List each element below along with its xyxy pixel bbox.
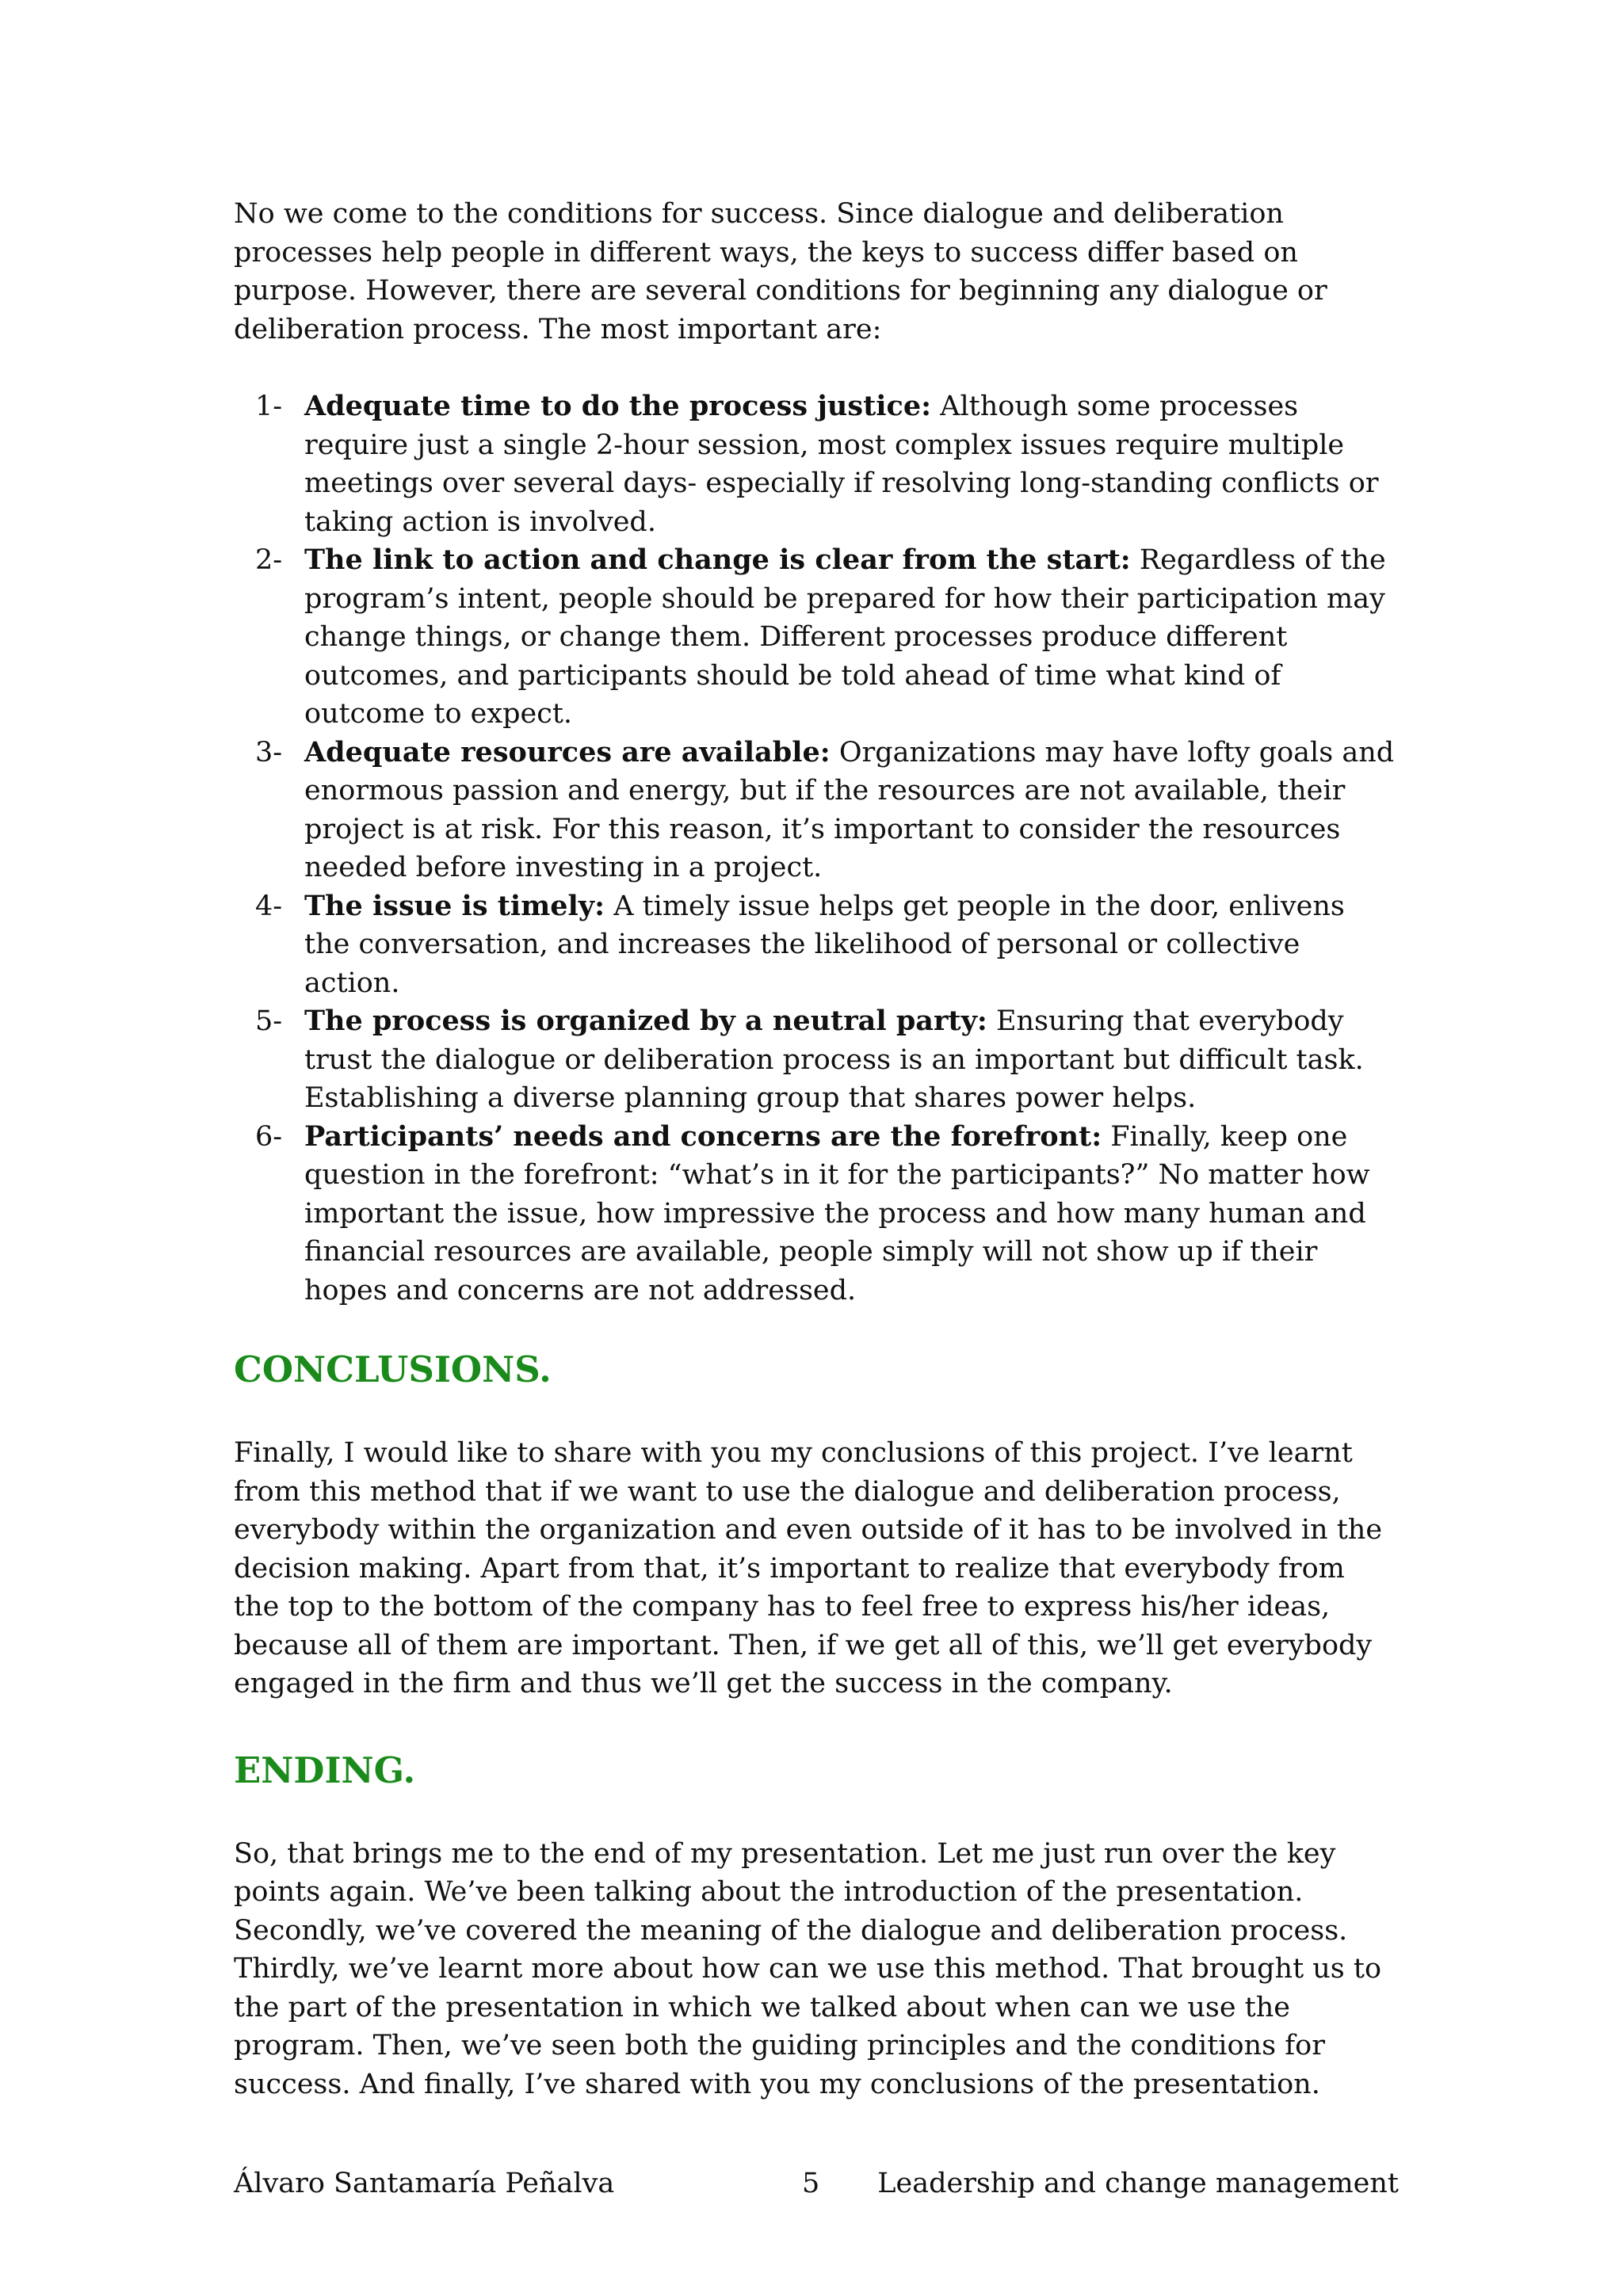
list-item-number: 5- <box>255 1005 283 1037</box>
list-item-title: The process is organized by a neutral party: <box>304 1005 987 1037</box>
list-item-text: Organizations may have lofty goals and enormous passion and energy, but if the resources are not available, their project is at risk. For this reason, it’s important to consider the resources needed before investing in a project. <box>304 736 1395 883</box>
list-item-number: 3- <box>255 736 283 769</box>
list-item-number: 1- <box>255 391 283 422</box>
list-item-text: Although some processes require just a single 2-hour session, most complex issues require multiple meetings over several days- especially if resolving long-standing conflicts or taking action is involved. <box>304 391 1379 538</box>
list-item-title: The link to action and change is clear from the start: <box>304 543 1131 576</box>
list-item-title: Participants’ needs and concerns are the forefront: <box>304 1119 1102 1153</box>
footer-course: Leadership and change management <box>877 2168 1399 2199</box>
list-item-text: A timely issue helps get people in the door, enlivens the conversation, and increases the likelihood of personal or collective action. <box>304 890 1345 999</box>
list-item-number: 4- <box>255 890 283 922</box>
conclusions-paragraph: Finally, I would like to share with you my conclusions of this project. I’ve learnt from this method that if we want to use the dialogue and deliberation process, everybody within the organization and even outside of it has to be involved in the decision making. Apart from that, it’s important to realize that everybody from the top to the bottom of the company has to feel free to express his/her ideas, because all of them are important. Then, if we get all of this, we’ll get everybody engaged in the firm and thus we’ll get the success in the company. <box>234 1437 1383 1699</box>
list-item-number: 2- <box>255 544 283 576</box>
ending-paragraph: So, that brings me to the end of my presentation. Let me just run over the key points again. We’ve been talking about the introduction of the presentation. Secondly, we’ve covered the meaning of the dialogue and deliberation process. Thirdly, we’ve learnt more about how can we use this method. That brought us to the part of the presentation in which we talked about when can we use the program. Then, we’ve seen both the guiding principles and the conditions for success. And finally, I’ve shared with you my conclusions of the presentation. <box>234 1837 1382 2100</box>
list-item-title: Adequate resources are available: <box>304 735 831 769</box>
list-item <box>234 1002 1399 1118</box>
list-item <box>234 387 1399 541</box>
conditions-list <box>234 387 1399 1310</box>
list-item <box>234 541 1399 734</box>
list-item <box>234 734 1399 887</box>
list-item-title: Adequate time to do the process justice: <box>304 390 932 422</box>
list-item-number: 6- <box>255 1120 283 1153</box>
list-item-text: Regardless of the program’s intent, people should be prepared for how their participation may change things, or change them. Different processes produce different outcomes, and participants should be told ahead of time what kind of outcome to expect. <box>304 544 1386 730</box>
list-item-text: Ensuring that everybody trust the dialogue or deliberation process is an important but difficult task. Establishing a diverse planning group that shares power helps. <box>304 1005 1364 1114</box>
footer-page-number: 5 <box>802 2168 820 2199</box>
page-content <box>234 195 1399 2103</box>
list-item <box>234 887 1399 1003</box>
ending-heading: ENDING. <box>234 1749 416 1791</box>
conclusions-heading: CONCLUSIONS. <box>234 1348 552 1390</box>
footer-author: Álvaro Santamaría Peñalva <box>234 2168 615 2199</box>
list-item <box>234 1118 1399 1310</box>
list-item-text: Finally, keep one question in the forefront: “what’s in it for the participants?” No matter how important the issue, how impressive the process and how many human and financial resources are available, people simply will not show up if their hopes and concerns are not addressed. <box>304 1120 1370 1306</box>
page-footer <box>234 2164 1399 2204</box>
intro-paragraph: No we come to the conditions for success. Since dialogue and deliberation processes help people in different ways, the keys to success differ based on purpose. However, there are several conditions for beginning any dialogue or deliberation process. The most important are: <box>234 198 1327 345</box>
list-item-title: The issue is timely: <box>304 889 605 922</box>
